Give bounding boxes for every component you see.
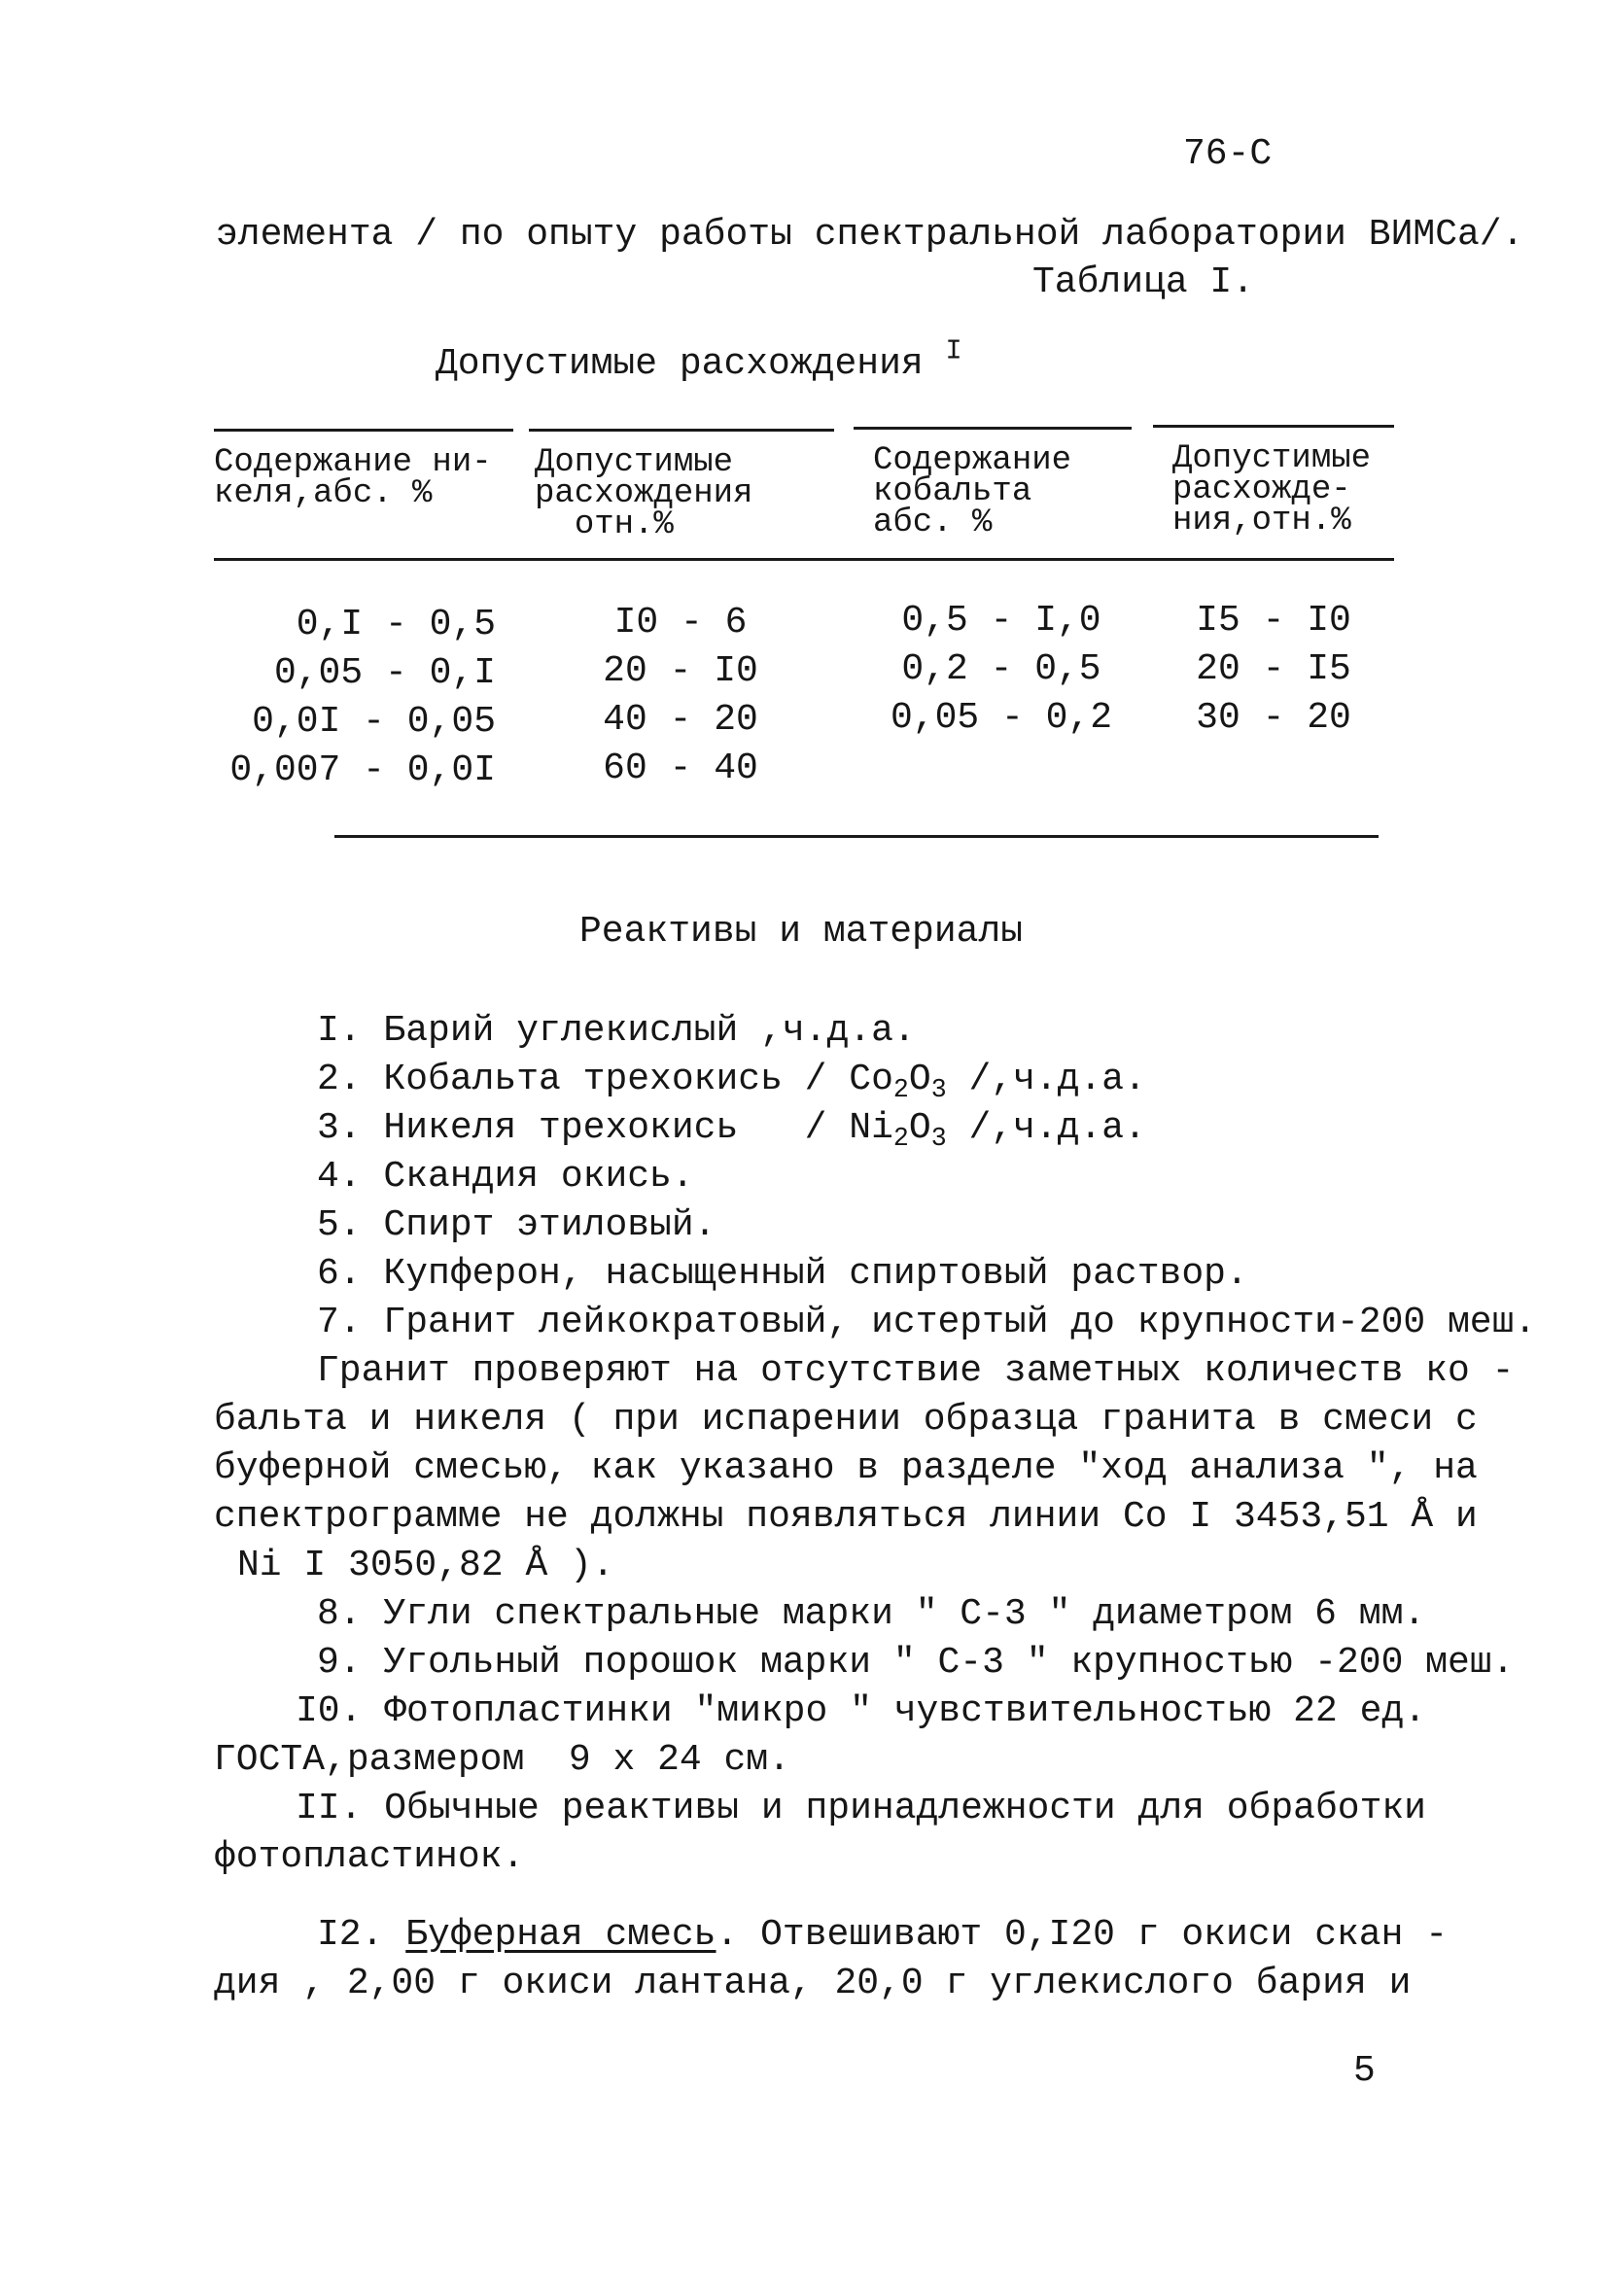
header-line: расхожде-: [1172, 471, 1351, 508]
list-item: 5. Спирт этиловый.: [317, 1204, 716, 1246]
header-line: отн.%: [574, 506, 674, 543]
page-code: 76-С: [1183, 133, 1273, 175]
subscript: 2: [892, 1123, 909, 1153]
subscript: 2: [892, 1074, 909, 1104]
list-item: I0. Фотопластинки "микро " чувствительностью 22 ед.: [296, 1690, 1426, 1732]
list-item-continuation: ГОСТА,размером 9 х 24 см.: [214, 1739, 790, 1781]
list-item: [317, 1059, 1146, 1104]
header-line: Допустимые: [535, 444, 734, 481]
list-item: II. Обычные реактивы и принадлежности для обработки: [296, 1788, 1426, 1829]
table-cell: 0,2 - 0,5: [901, 648, 1101, 690]
item-text: /,ч.д.а.: [946, 1059, 1146, 1100]
table-bottom-rule: [334, 835, 1379, 838]
list-item-continuation: дия , 2,00 г окиси лантана, 20,0 г углекислого бария и: [214, 1963, 1412, 2004]
item-text: O: [908, 1059, 931, 1100]
item-text: 2. Кобальта трехокись / Co: [317, 1059, 893, 1100]
page-number: 5: [1353, 2050, 1376, 2092]
item-number: I2.: [317, 1914, 384, 1956]
table-title-text: Допустимые расхождения: [436, 343, 924, 385]
header-cobalt-content: [873, 442, 1072, 541]
table-cell: 20 - I5: [1196, 648, 1351, 690]
list-item: 6. Купферон, насыщенный спиртовый раствор.: [317, 1253, 1248, 1295]
table-cell: 0,05 - 0,2: [890, 697, 1113, 739]
table-top-rule-2: [529, 429, 834, 432]
item-text: 3. Никеля трехокись / Ni: [317, 1107, 893, 1149]
subscript: 3: [930, 1123, 947, 1153]
table-top-rule-4: [1153, 425, 1394, 428]
subscript: 3: [930, 1074, 947, 1104]
table-cell: I0 - 6: [613, 602, 748, 644]
intro-line: элемента / по опыту работы спектральной лаборатории ВИМСа/.: [216, 214, 1524, 256]
paragraph-line: спектрограмме не должны появляться линии Co I 3453,51 Å и: [214, 1496, 1478, 1538]
paragraph-line: бальта и никеля ( при испарении образца гранита в смеси с: [214, 1399, 1478, 1441]
table-top-rule-3: [854, 427, 1132, 430]
table-cell: 30 - 20: [1196, 697, 1351, 739]
table-cell: I5 - I0: [1196, 600, 1351, 642]
header-nickel-tolerance: [535, 444, 753, 543]
list-item-continuation: фотопластинок.: [214, 1836, 525, 1878]
list-item: [317, 1914, 1449, 1956]
table-title: [436, 334, 962, 385]
paragraph-line: Гранит проверяют на отсутствие заметных количеств ко -: [317, 1350, 1515, 1392]
table-title-footnote-mark: I: [945, 334, 962, 367]
section-title: Реактивы и материалы: [579, 911, 1024, 953]
table-top-rule-1: [214, 429, 513, 432]
header-line: абс. %: [873, 504, 993, 541]
header-line: Содержание: [873, 442, 1072, 479]
header-line: ния,отн.%: [1172, 503, 1351, 539]
list-item: 7. Гранит лейкократовый, истертый до крупности-200 меш.: [317, 1302, 1537, 1343]
header-line: келя,абс. %: [214, 475, 433, 512]
list-item: 9. Угольный порошок марки " С-3 " крупностью -200 меш.: [317, 1642, 1515, 1684]
table-header-rule: [214, 558, 1394, 561]
header-line: кобальта: [873, 473, 1032, 510]
list-item: 8. Угли спектральные марки " С-3 " диаметром 6 мм.: [317, 1593, 1426, 1635]
paragraph-line: буферной смесью, как указано в разделе "ход анализа ", на: [214, 1447, 1478, 1489]
table-cell: 0,05 - 0,I: [273, 652, 496, 694]
header-nickel-content: [214, 444, 492, 512]
item-title: Буферная смесь: [405, 1914, 716, 1956]
header-line: расхождения: [535, 475, 753, 512]
table-cell: 0,0I - 0,05: [252, 701, 496, 743]
list-item: [317, 1107, 1146, 1153]
list-item: I. Барий углекислый ,ч.д.а.: [317, 1010, 916, 1052]
table-label: Таблица I.: [1032, 261, 1255, 303]
header-line: Допустимые: [1172, 440, 1372, 477]
list-item: 4. Скандия окись.: [317, 1156, 694, 1198]
table-cell: 20 - I0: [603, 650, 758, 692]
item-text: . Отвешивают 0,I20 г окиси скан -: [716, 1914, 1449, 1956]
paragraph-line: Ni I 3050,82 Å ).: [237, 1545, 614, 1586]
header-cobalt-tolerance: [1172, 440, 1372, 539]
table-cell: 40 - 20: [603, 699, 758, 741]
item-text: /,ч.д.а.: [946, 1107, 1146, 1149]
item-text: O: [908, 1107, 931, 1149]
table-cell: 0,I - 0,5: [296, 604, 496, 645]
table-cell: 0,007 - 0,0I: [229, 749, 496, 791]
header-line: Содержание ни-: [214, 444, 492, 481]
table-cell: 0,5 - I,0: [901, 600, 1101, 642]
table-cell: 60 - 40: [603, 748, 758, 789]
